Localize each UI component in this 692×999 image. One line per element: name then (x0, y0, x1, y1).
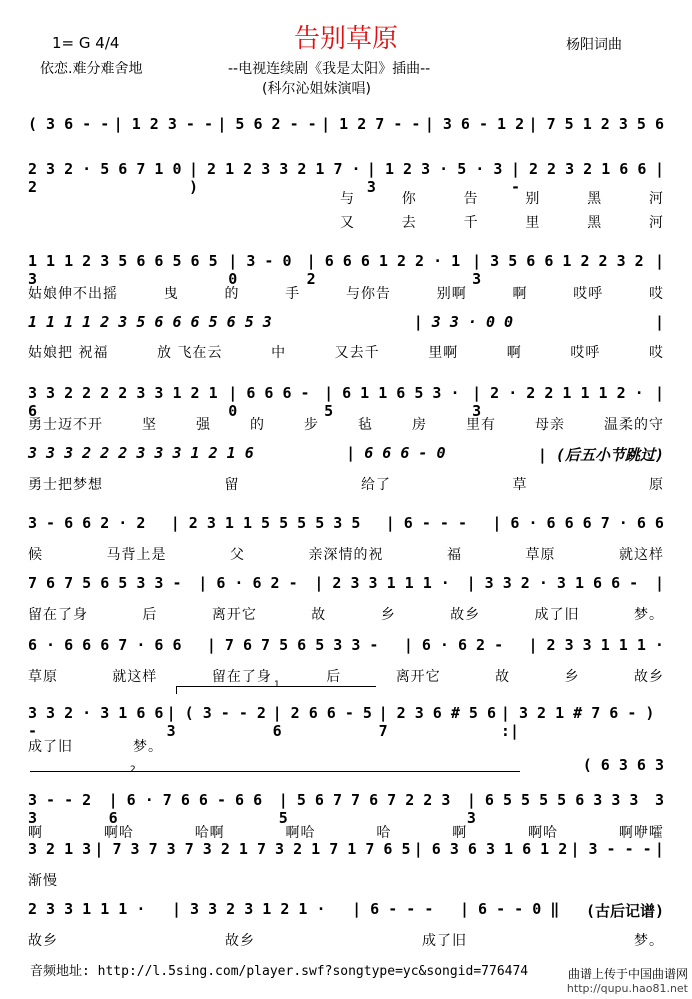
measure-notes: 2 3 3 1 1 1 · (28, 900, 146, 918)
measure-notes: | 1 2 3 - - (113, 115, 213, 133)
lyric-word: 故乡 (633, 669, 664, 685)
measure-notes: | 5 6 7 7 6 7 2 2 3 5 (278, 791, 451, 827)
measure-notes: 3 - 6 6 2 · 2 (28, 514, 146, 532)
measure-notes: | 3 3 2 · 3 1 6 6 - (466, 574, 639, 592)
lyric-word: 黑 (587, 191, 603, 207)
lyric-word: 哎呼 (570, 345, 601, 361)
lyric-word: 梦。 (633, 607, 664, 623)
lyric-word: 成了旧 (28, 739, 73, 755)
lyric-word: 母亲 (535, 417, 565, 433)
lyric-word: 坚 (142, 417, 157, 433)
measure-notes: | 7 6 7 5 6 5 3 3 - (206, 636, 379, 654)
lyric-word: 留在了身 (28, 607, 88, 623)
measure-notes: | (654, 160, 664, 178)
measure-notes: | 5 6 2 - - (217, 115, 317, 133)
lyric-word: 别啊 (436, 286, 467, 302)
audio-link[interactable]: 音频地址: http://l.5sing.com/player.swf?songtype=yc&songid=776474 (30, 964, 529, 979)
lyric-word: 故乡 (28, 933, 58, 949)
measure-notes: 3 3 2 · 3 1 6 6 - (28, 704, 164, 740)
lyric-word: 的 (224, 286, 240, 302)
notation-row (28, 574, 664, 592)
lyric-word: 姑娘把 祝福 (28, 345, 109, 361)
lyric-word: 候 (28, 547, 43, 563)
measure-notes: | 6 1 1 6 5 3 · 5 (324, 384, 460, 420)
lyric-word: 哎呼 (573, 286, 604, 302)
notation-row (28, 840, 664, 858)
measure-notes: | (654, 840, 664, 858)
lyric-word: 与 (340, 191, 355, 207)
lyrics-row (28, 930, 664, 950)
lyric-word: 中 (271, 345, 287, 361)
lyric-word: 告 (463, 191, 479, 207)
lyric-word: 又 (340, 215, 355, 231)
lyric-word: 放 飞在云 (157, 345, 223, 361)
measure-notes: | 2 · 2 2 1 1 1 2 · 3 (472, 384, 644, 420)
measure-notes: 1 1 1 2 3 5 6 6 5 6 5 3 (28, 252, 218, 288)
measure-notes: | 2 2 3 2 1 6 6 - (510, 160, 647, 196)
lyric-word: 啊 (452, 825, 468, 841)
measure-notes: | 6 · 7 6 6 - 6 6 6 (108, 791, 263, 827)
lyric-word: 里有 (466, 417, 496, 433)
measure-notes: | 2 3 3 1 1 1 · (528, 636, 664, 654)
lyric-word: 的 (250, 417, 265, 433)
lyric-word: 成了旧 (534, 607, 580, 623)
lyric-word: 故乡 (225, 933, 255, 949)
notation-row (28, 514, 664, 532)
lyrics-row (28, 342, 664, 362)
lyric-word: 后 (142, 607, 158, 623)
lyric-word: 曳 (163, 286, 179, 302)
page-title: 告别草原 (293, 24, 398, 54)
series-credit: --电视连续剧《我是太阳》插曲-- (228, 61, 431, 77)
lyric-word: 千 (463, 215, 479, 231)
measure-notes: 1 1 1 1 2 3 5 6 6 6 5 6 5 3 (28, 313, 272, 331)
lyrics-row (28, 414, 664, 434)
lyric-word: 啊哈 (285, 825, 316, 841)
singer-credit: (科尔沁姐妹演唱) (262, 81, 371, 97)
notation-row (28, 115, 664, 133)
lyric-word: 草原 (28, 669, 58, 685)
notation-row (28, 900, 664, 921)
measure-notes: | 6 · 6 2 - (198, 574, 298, 592)
measure-notes: | 3 - 0 0 (228, 252, 292, 288)
lyric-word: 后 (326, 669, 342, 685)
measure-notes: 3 3 3 2 2 2 3 3 3 1 2 1 6 (28, 444, 254, 462)
measure-notes: | 6 - - - (385, 514, 468, 532)
measure-notes: | 6 6 6 - 0 (346, 444, 446, 462)
volta-two-line (30, 771, 520, 772)
lyric-word: 勇士把梦想 (28, 477, 103, 493)
lyric-word: 手 (285, 286, 301, 302)
measure-notes: | 3 3 · 0 0 (413, 313, 514, 331)
lyric-word: 别 (525, 191, 541, 207)
volta-one-number: 1 (274, 680, 280, 690)
measure-notes: | (654, 574, 664, 592)
measure-notes: | 2 1 2 3 3 2 1 7 · ) (188, 160, 361, 196)
measure-notes: ( 6 3 6 3 (582, 756, 664, 774)
measure-notes: | 6 5 5 5 5 6 3 3 3 3 (466, 791, 639, 827)
lyric-word: 啊 (506, 345, 522, 361)
lyric-word: 留在了身 (211, 669, 272, 685)
measure-notes: | 2 6 6 - 5 6 (272, 704, 372, 740)
lyrics-row (28, 822, 664, 842)
lyric-word: 啊 (512, 286, 528, 302)
lyric-word: 啊哈 (103, 825, 134, 841)
measure-notes: | (654, 384, 664, 402)
measure-notes: | 6 - - 0 ‖ (460, 900, 560, 918)
measure-notes: 3 - - 2 3 (28, 791, 92, 827)
notation-row (28, 704, 664, 740)
measure-notes: | 3 2 1 # 7 6 - ) :| (500, 704, 655, 740)
measure-notes: | 3 5 6 6 1 2 2 3 2 3 (472, 252, 644, 288)
measure-notes: | 3 6 - 1 2 (424, 115, 525, 133)
lyrics-row (28, 544, 664, 564)
lyric-word: 啊哈 (528, 825, 559, 841)
measure-notes: | (654, 252, 664, 270)
measure-notes: | 6 · 6 2 - (403, 636, 504, 654)
lyric-word: 又去千 (334, 345, 380, 361)
lyric-word: 就这样 (112, 669, 158, 685)
lyric-word: 亲深情的祝 (308, 547, 384, 563)
measure-notes: | 1 2 7 - - (321, 115, 421, 133)
lyric-word: 里啊 (428, 345, 459, 361)
lyrics-row (340, 188, 664, 208)
lyric-word: 啊 (28, 825, 43, 841)
lyric-word: 毡 (358, 417, 373, 433)
measure-notes: | 1 2 3 · 5 · 3 3 (366, 160, 503, 196)
lyric-word: 离开它 (395, 669, 441, 685)
measure-notes: | (654, 313, 664, 331)
lyric-word: 强 (196, 417, 211, 433)
lyric-word: 就这样 (619, 547, 664, 563)
lyric-word: 留 (224, 477, 240, 493)
lyric-word: 故 (311, 607, 327, 623)
lyric-word: 哎 (648, 345, 664, 361)
lyric-word: 草 (512, 477, 528, 493)
measure-notes: | 6 6 6 - 0 (228, 384, 310, 420)
measure-notes: 7 6 7 5 6 5 3 3 - (28, 574, 182, 592)
lyric-word: 福 (447, 547, 462, 563)
lyric-word: 河 (648, 215, 664, 231)
lyric-word: 草原 (525, 547, 556, 563)
measure-notes: ( 3 6 - - (28, 115, 110, 133)
author-credit: 杨阳词曲 (566, 37, 622, 53)
lyrics-row (340, 212, 664, 232)
lyric-word: 乡 (564, 669, 580, 685)
measure-notes: | 7 3 7 3 7 3 2 1 7 3 2 1 7 1 7 6 5 (94, 840, 411, 858)
notation-row (28, 313, 664, 331)
lyric-word: 去 (401, 215, 417, 231)
lyric-word: 河 (648, 191, 664, 207)
volta-one-tick (176, 686, 177, 694)
lyric-word: 黑 (587, 215, 603, 231)
lyric-word: 与你告 (346, 286, 391, 302)
lyric-word: 步 (304, 417, 319, 433)
lyric-word: 渐慢 (28, 873, 58, 889)
lyric-word: 温柔的守 (604, 417, 664, 433)
measure-notes: | 3 3 2 3 1 2 1 · (172, 900, 326, 918)
lyric-word: 马背上是 (106, 547, 167, 563)
lyric-word: 给了 (361, 477, 391, 493)
lyric-word: 哈啊 (194, 825, 225, 841)
measure-notes: | 2 3 3 1 1 1 · (314, 574, 450, 592)
lyric-word: 故乡 (450, 607, 481, 623)
measure-notes: (古后记谱) (585, 902, 664, 920)
measure-notes: | 6 - - - (352, 900, 434, 918)
lyrics-row (28, 474, 664, 494)
lyrics-row (28, 736, 664, 756)
lyric-word: 里 (525, 215, 541, 231)
key-signature: 1= G 4/4 (52, 34, 120, 52)
measure-notes: 6 · 6 6 6 7 · 6 6 (28, 636, 182, 654)
lyric-word: 成了旧 (422, 933, 467, 949)
lyric-word: 乡 (380, 607, 396, 623)
measure-notes: 3 3 2 2 2 2 3 3 1 2 1 6 (28, 384, 218, 420)
measure-notes: | 2 3 1 1 5 5 5 5 3 5 (170, 514, 361, 532)
lyric-word: 哈 (376, 825, 392, 841)
lyrics-row (28, 870, 664, 890)
lyric-word: 勇士迈不开 (28, 417, 103, 433)
lyric-word: 梦。 (133, 739, 163, 755)
measure-notes: | 7 5 1 2 3 5 6 (528, 115, 664, 133)
notation-row (28, 444, 664, 465)
lyrics-row (28, 283, 664, 303)
measure-notes: | 2 3 6 # 5 6 7 (378, 704, 497, 740)
lyric-word: 哎 (649, 286, 664, 302)
measure-notes: | ( 3 - - 2 3 (166, 704, 266, 740)
lyrics-row (28, 604, 664, 624)
lyrics-row (28, 666, 664, 686)
measure-notes: 3 2 1 3 (28, 840, 92, 858)
lyric-word: 父 (230, 547, 245, 563)
measure-notes: | 6 6 6 1 2 2 · 1 2 (306, 252, 461, 288)
lyric-word: 离开它 (211, 607, 257, 623)
lyric-word: 故 (495, 669, 511, 685)
lyric-word: 姑娘伸不出摇 (28, 286, 118, 302)
measure-notes: | 6 · 6 6 6 7 · 6 6 (492, 514, 664, 532)
measure-notes: | 3 - - - (570, 840, 652, 858)
measure-notes: | (后五小节跳过) (537, 446, 664, 464)
lyric-word: 梦。 (634, 933, 664, 949)
lyric-word: 原 (649, 477, 664, 493)
measure-notes: | 6 3 6 3 1 6 1 2 (413, 840, 568, 858)
watermark-line-1: 曲谱上传于中国曲谱网 (567, 967, 688, 981)
measure-notes: 2 3 2 · 5 6 7 1 0 2 (28, 160, 182, 196)
lyric-word: 房 (412, 417, 427, 433)
volta-two-number: 2 (130, 765, 136, 775)
notation-row (28, 636, 664, 654)
lyric-word: 啊咿嚯 (618, 825, 664, 841)
lyric-word: 你 (401, 191, 417, 207)
measure-notes: 3 (654, 791, 664, 809)
site-watermark (567, 965, 688, 995)
expression-mark: 依恋.难分难舍地 (40, 61, 143, 77)
watermark-line-2: http://qupu.hao81.net (566, 982, 688, 995)
